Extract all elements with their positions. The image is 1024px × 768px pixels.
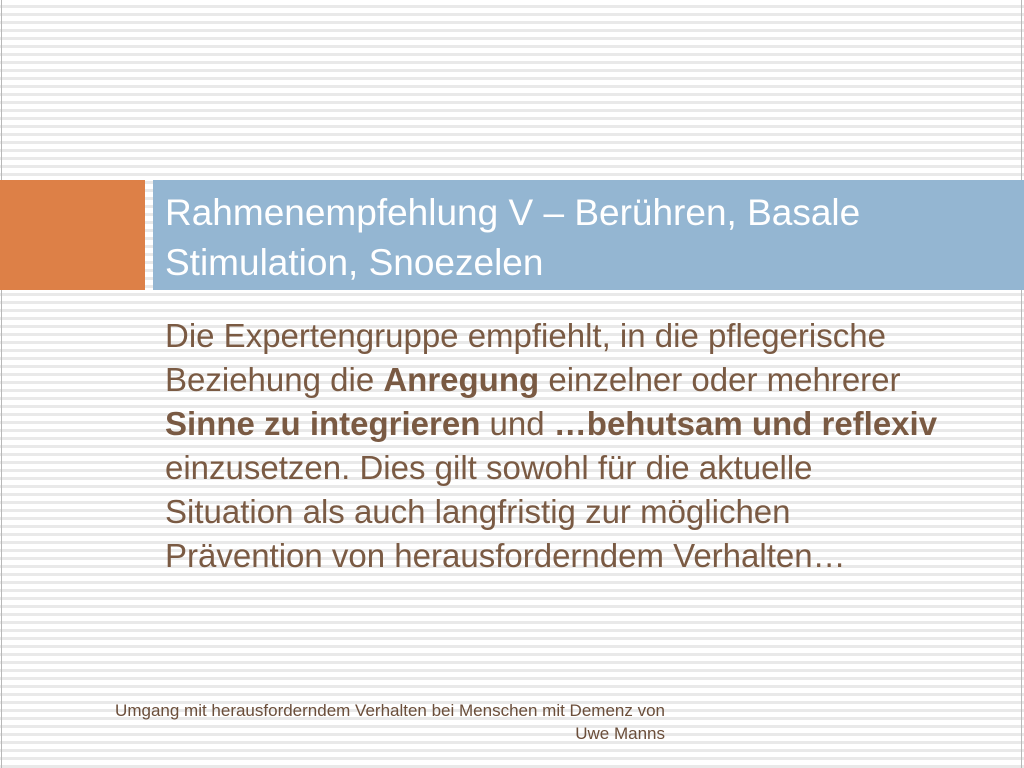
body-text-run: Prävention von herausforderndem Verhalten… bbox=[165, 537, 846, 574]
body-line bbox=[165, 358, 937, 402]
body-text bbox=[165, 314, 937, 578]
body-text-run: und bbox=[480, 405, 554, 442]
slide-title: Rahmenempfehlung V – Berühren, Basale Stimulation, Snoezelen bbox=[165, 192, 861, 283]
body-text-run: einzelner oder mehrerer bbox=[539, 361, 901, 398]
body-line bbox=[165, 490, 937, 534]
body-text-run: Die Expertengruppe empfiehlt, in die pflegerische bbox=[165, 317, 886, 354]
body-emphasis: Anregung bbox=[383, 361, 540, 398]
footer-line: Umgang mit herausforderndem Verhalten bei Menschen mit Demenz von bbox=[115, 701, 665, 720]
body-line bbox=[165, 534, 937, 578]
body-text-run: einzusetzen. Dies gilt sowohl für die aktuelle bbox=[165, 449, 813, 486]
title-bar bbox=[153, 180, 1024, 290]
body-line bbox=[165, 314, 937, 358]
body-line bbox=[165, 446, 937, 490]
body-text-run: Situation als auch langfristig zur möglichen bbox=[165, 493, 791, 530]
accent-block bbox=[0, 180, 145, 290]
body-emphasis: …behutsam und reflexiv bbox=[553, 405, 938, 442]
footer bbox=[65, 699, 665, 745]
body-emphasis: Sinne zu integrieren bbox=[165, 405, 481, 442]
footer-line: Uwe Manns bbox=[575, 724, 665, 743]
body-text-run: Beziehung die bbox=[165, 361, 384, 398]
body-line bbox=[165, 402, 937, 446]
